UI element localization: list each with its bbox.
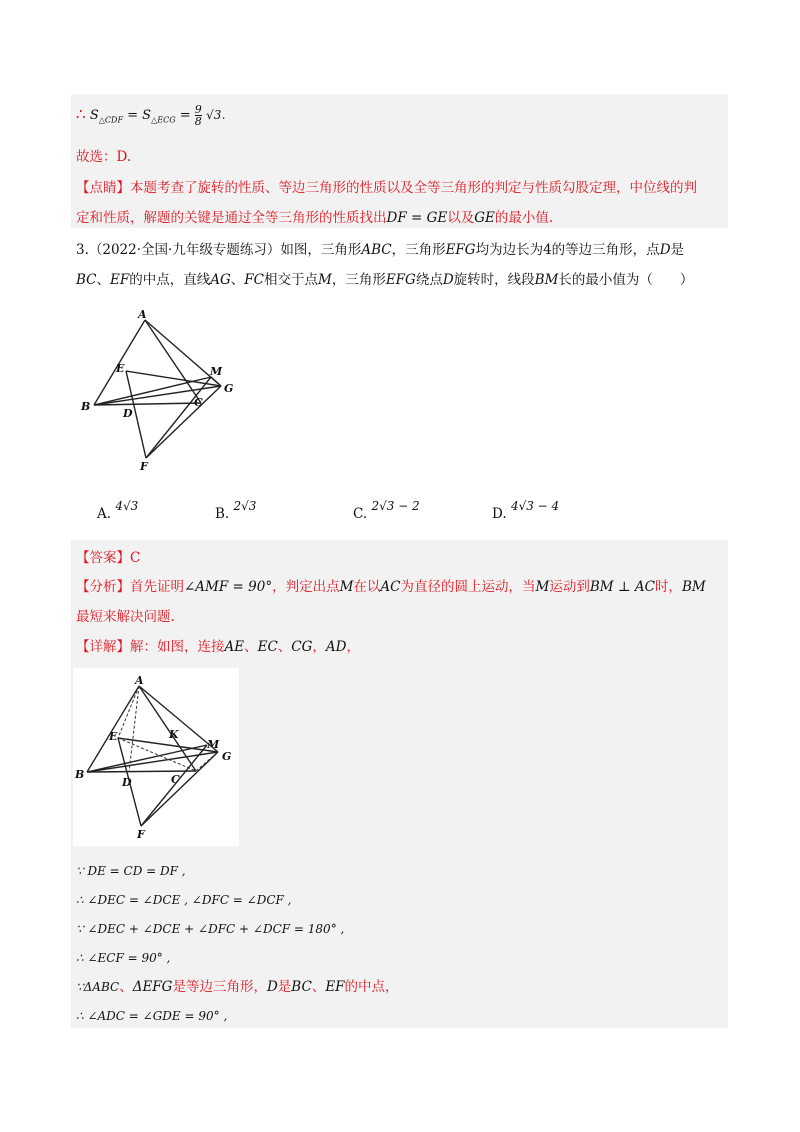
choice-d[interactable]: D. 4√3 − 4: [492, 499, 560, 522]
comment-line-1: 【点睛】本题考查了旋转的性质、等边三角形的性质以及全等三角形的判定与性质勾股定理，中位线的判: [76, 180, 697, 196]
result-formula: ∴ $S_{\triangle CDF} = S_{\triangle ECG}$ = $\frac{9}{8}$ √3.: [76, 103, 226, 128]
detail-line: 【详解】解：如图，连接AE、EC、CG，AD，: [76, 639, 360, 655]
proof-line-2: ∴ ∠DEC = ∠DCE , ∠DFC = ∠DCF ,: [76, 893, 292, 907]
fig2-label-C: C: [171, 773, 180, 786]
fig2-label-F: F: [137, 828, 145, 841]
question-line-2: BC、EF的中点，直线AG、FC相交于点M，三角形EFG绕点D旋转时，线段BM长的最小值为（ ）: [76, 272, 694, 288]
proof-line-1: ∵ DE = CD = DF ,: [76, 864, 186, 878]
fig2-label-B: B: [75, 768, 85, 781]
fig2-label-A: A: [135, 674, 144, 687]
question-figure: [76, 300, 256, 480]
fig1-label-G: G: [224, 382, 234, 395]
answer-row: 【答案】C: [76, 550, 141, 566]
fig2-label-E: E: [109, 730, 118, 743]
fig1-label-F: F: [140, 460, 148, 473]
choice-c[interactable]: C. 2√3 − 2: [353, 499, 420, 522]
proof-line-5: ∵ΔABC、ΔEFG是等边三角形，D是BC、EF的中点，: [76, 979, 399, 995]
fig2-label-M: M: [207, 738, 220, 751]
fig1-label-C: C: [194, 396, 203, 409]
comment-tag: 【点睛】: [76, 180, 130, 196]
fig1-label-D: D: [123, 407, 133, 420]
answer-line: 故选：D.: [76, 149, 132, 165]
proof-line-6: ∴ ∠ADC = ∠GDE = 90° ,: [76, 1009, 228, 1023]
fig1-label-E: E: [116, 362, 125, 375]
comment-line-2: 定和性质，解题的关键是通过全等三角形的性质找出DF = GE以及GE的最小值.: [76, 210, 554, 226]
choice-a[interactable]: A. 4√3: [97, 499, 139, 522]
analysis-line-2: 最短来解决问题.: [76, 609, 175, 625]
choice-b[interactable]: B. 2√3: [215, 499, 257, 522]
fig2-label-K: K: [169, 728, 179, 741]
proof-line-4: ∴ ∠ECF = 90° ,: [76, 951, 171, 965]
analysis-line-1: 【分析】首先证明∠AMF = 90°，判定出点M在以AC为直径的圆上运动，当M运动到BM ⊥ AC时，BM: [76, 579, 706, 595]
fig2-label-D: D: [122, 776, 132, 789]
solution-figure: [73, 668, 239, 846]
fig1-label-A: A: [138, 308, 147, 321]
fig1-label-B: B: [81, 400, 91, 413]
proof-line-3: ∵ ∠DEC + ∠DCE + ∠DFC + ∠DCF = 180° ,: [76, 922, 345, 936]
question-line-1: 3.（2022·全国·九年级专题练习）如图，三角形ABC，三角形EFG均为边长为4的等边三角形，点D是: [76, 242, 685, 258]
fig1-label-M: M: [210, 365, 223, 378]
fig2-label-G: G: [222, 750, 232, 763]
